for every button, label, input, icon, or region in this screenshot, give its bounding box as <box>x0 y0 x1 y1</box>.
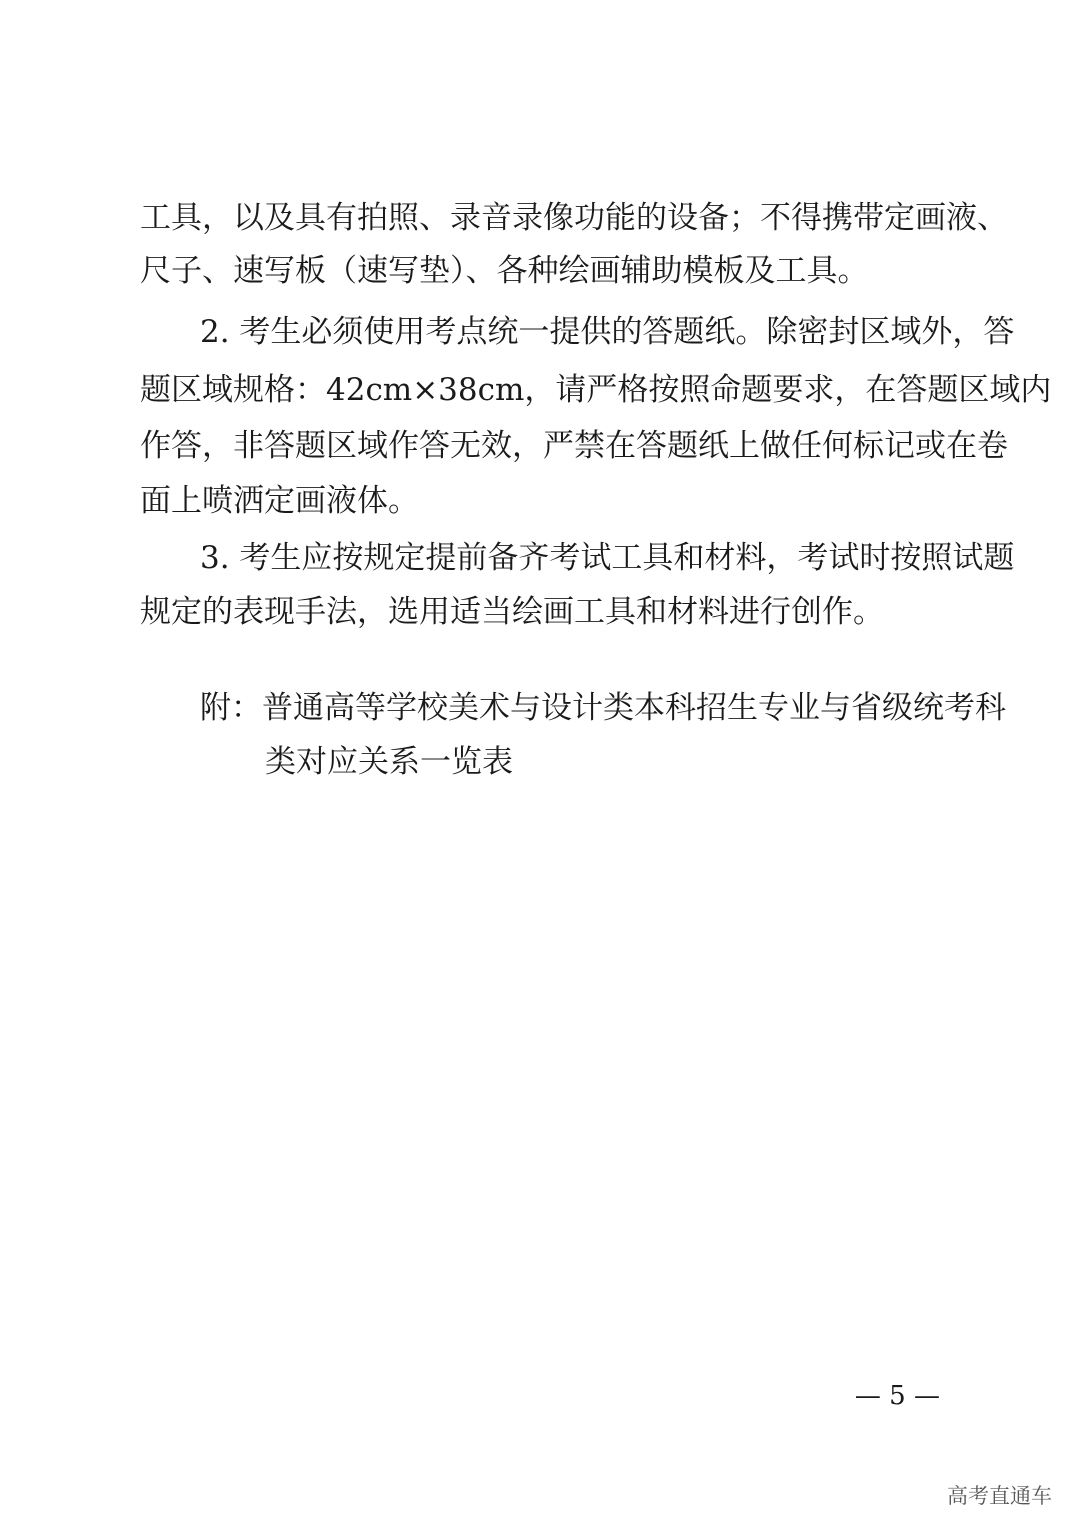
attachment-line: 附：普通高等学校美术与设计类本科招生专业与省级统考科 <box>200 690 1006 726</box>
page-number: — 5 — <box>854 1381 940 1411</box>
item-2-line: 作答，非答题区域作答无效，严禁在答题纸上做任何标记或在卷 <box>140 428 1008 464</box>
item-2-line: 题区域规格：42cm×38cm，请严格按照命题要求，在答题区域内 <box>140 372 1052 408</box>
item-3-line: 规定的表现手法，选用适当绘画工具和材料进行创作。 <box>140 594 884 630</box>
item-2-line: 2. 考生必须使用考点统一提供的答题纸。除密封区域外，答 <box>200 314 1015 350</box>
paragraph-line: 尺子、速写板（速写垫）、各种绘画辅助模板及工具。 <box>140 253 869 289</box>
paragraph-line: 工具，以及具有拍照、录音录像功能的设备；不得携带定画液、 <box>140 200 1008 236</box>
attachment-line: 类对应关系一览表 <box>265 744 513 780</box>
item-2-line: 面上喷洒定画液体。 <box>140 483 419 519</box>
watermark-label: 高考直通车 <box>947 1484 1052 1508</box>
item-3-line: 3. 考生应按规定提前备齐考试工具和材料，考试时按照试题 <box>200 540 1015 576</box>
